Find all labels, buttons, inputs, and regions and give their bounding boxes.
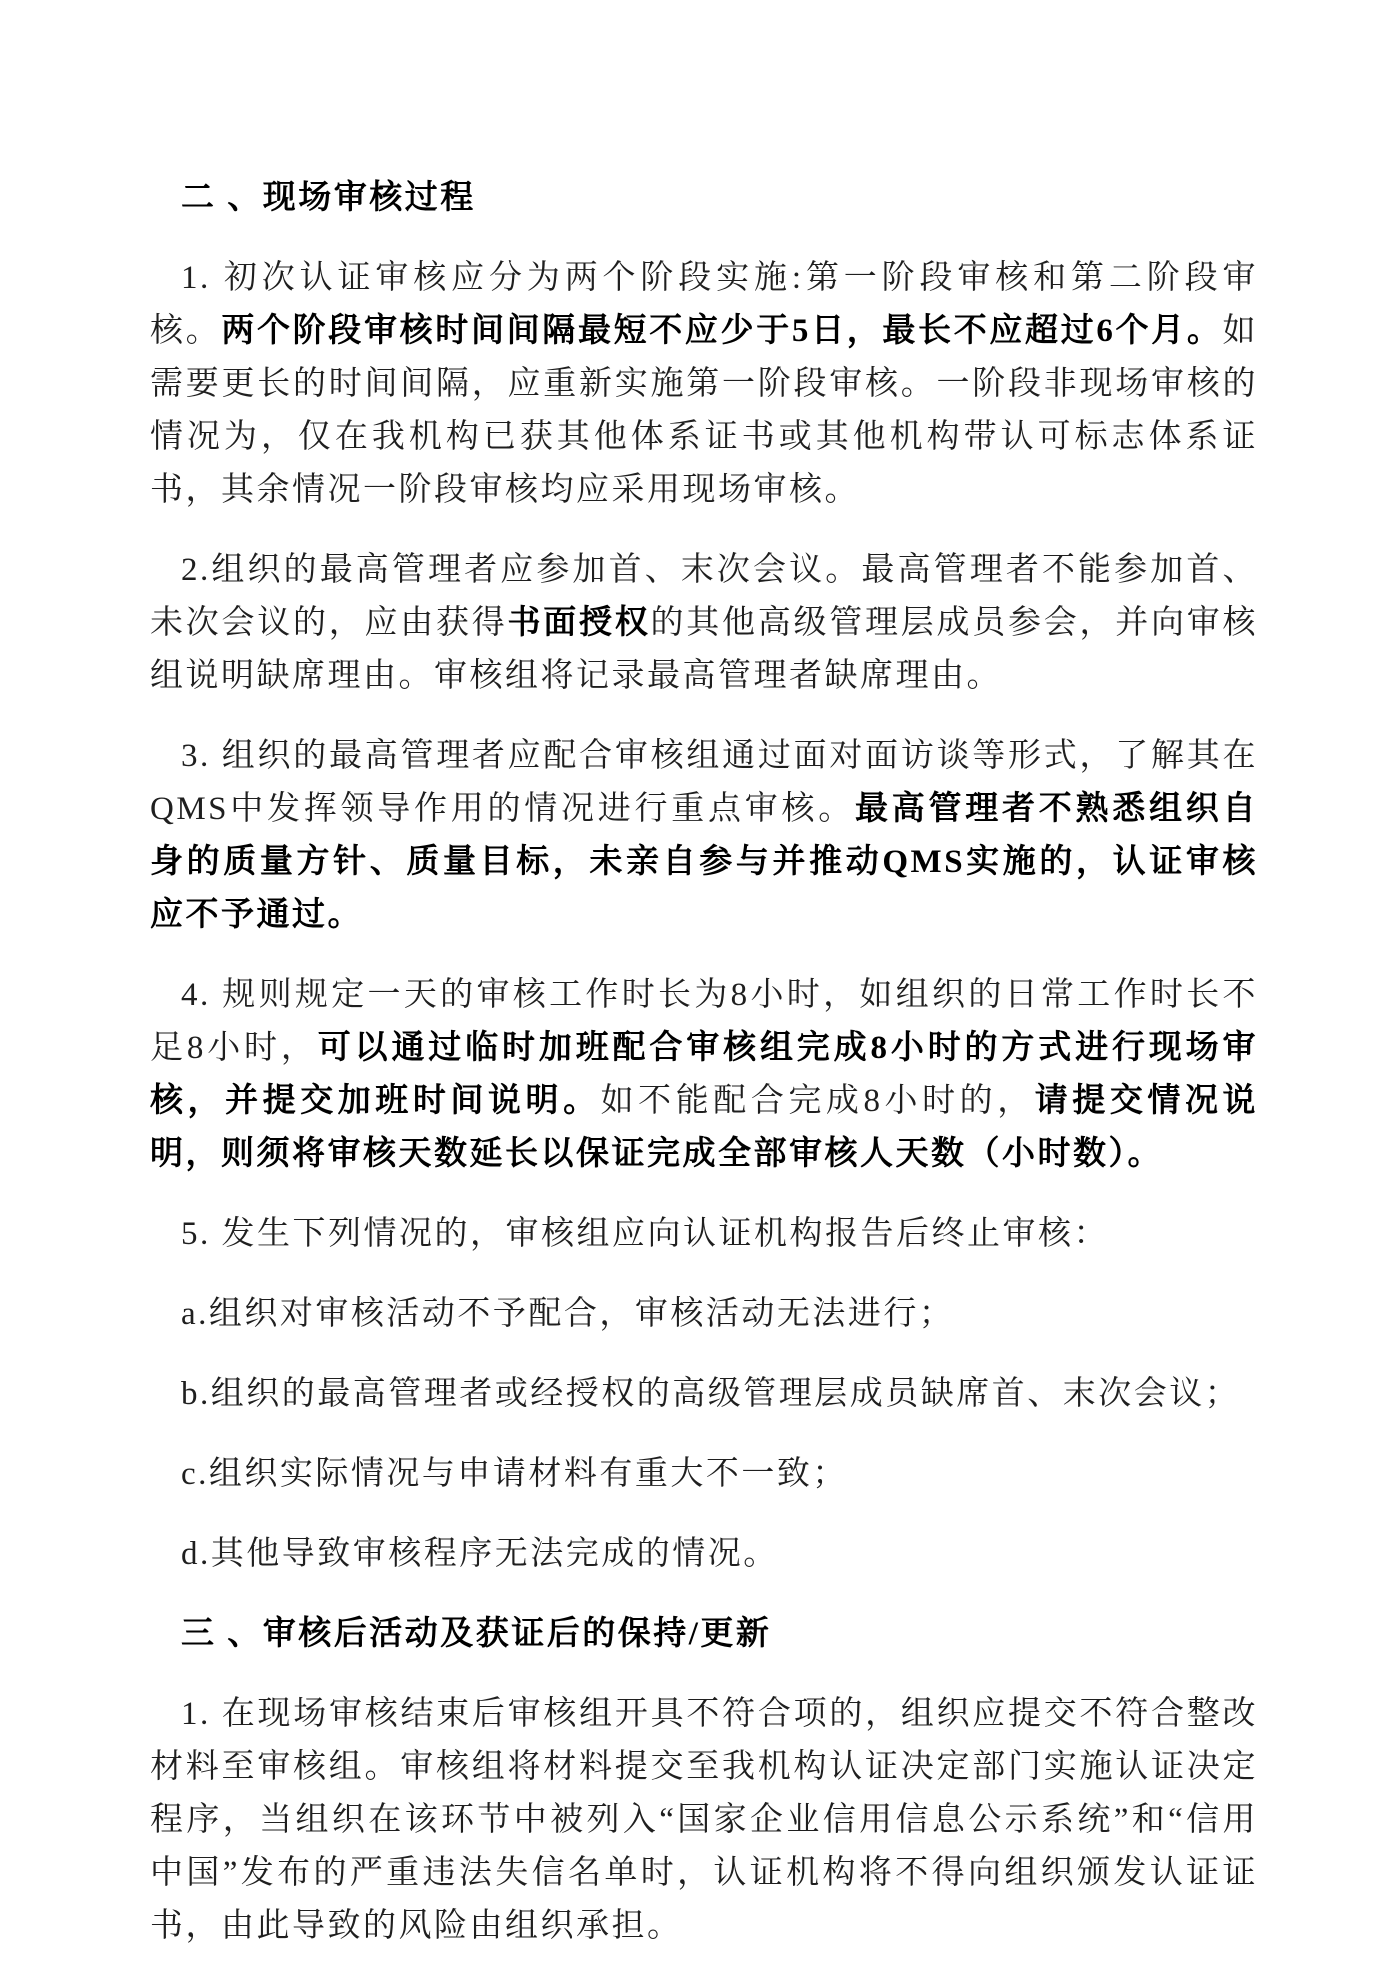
item-d	[150, 1528, 1258, 1581]
para-1	[150, 252, 1258, 517]
para-6	[150, 1688, 1258, 1953]
para-2	[150, 544, 1258, 703]
text-run: 1. 在现场审核结束后审核组开具不符合项的，组织应提交不符合整改材料至审核组。审核组将材料提交至我机构认证决定部门实施认证决定程序，当组织在该环节中被列入“国家企业信用信息公示系统”和“信用中国”发布的严重违法失信名单时，认证机构将不得向组织颁发认证证书，由此导致的风险由组织承担。	[150, 1696, 1258, 1944]
text-run-bold: 最高管理者不熟悉组织自身的质量方针、质量目标，未亲自参与并推动QMS实施的，认证审核应不予通过。	[150, 791, 1259, 933]
para-3	[150, 730, 1258, 942]
text-run: 1. 初次认证审核应分为两个阶段实施:第一阶段审核和第二阶段审核。	[150, 260, 1258, 349]
text-run-bold: 可以通过临时加班配合审核组完成8小时的方式进行现场审核，并提交加班时间说明。	[150, 1030, 1259, 1119]
text-run: 3. 组织的最高管理者应配合审核组通过面对面访谈等形式，了解其在QMS中发挥领导作用的情况进行重点审核。	[150, 738, 1258, 827]
heading-text: 二 、现场审核过程	[181, 180, 476, 216]
text-run-bold: 两个阶段审核时间间隔最短不应少于5日，最长不应超过6个月。	[221, 313, 1223, 349]
text-run: d.其他导致审核程序无法完成的情况。	[181, 1536, 779, 1572]
para-5	[150, 1208, 1258, 1261]
text-run: 4. 规则规定一天的审核工作时长为8小时，如组织的日常工作时长不足8小时，	[150, 977, 1258, 1066]
item-c	[150, 1448, 1258, 1501]
text-run: 如不能配合完成8小时的，	[600, 1083, 1035, 1119]
para-4	[150, 969, 1258, 1181]
text-run: a.组织对审核活动不予配合，审核活动无法进行；	[181, 1296, 955, 1332]
heading-text: 三 、审核后活动及获证后的保持/更新	[181, 1616, 772, 1652]
text-run: 的其他高级管理层成员参会，并向审核组说明缺席理由。审核组将记录最高管理者缺席理由。	[150, 605, 1258, 694]
text-run: 5. 发生下列情况的，审核组应向认证机构报告后终止审核：	[181, 1216, 1109, 1252]
section-heading-2	[150, 172, 1258, 225]
text-run-bold: 书面授权	[507, 605, 651, 641]
text-run: 如需要更长的时间间隔，应重新实施第一阶段审核。一阶段非现场审核的情况为，仅在我机构已获其他体系证书或其他机构带认可标志体系证书，其余情况一阶段审核均应采用现场审核。	[150, 313, 1259, 508]
text-run-bold: 请提交情况说明，则须将审核天数延长以保证完成全部审核人天数（小时数）。	[150, 1083, 1259, 1172]
text-run: b.组织的最高管理者或经授权的高级管理层成员缺席首、末次会议；	[181, 1376, 1241, 1412]
item-a	[150, 1288, 1258, 1341]
text-run: c.组织实际情况与申请材料有重大不一致；	[181, 1456, 848, 1492]
item-b	[150, 1368, 1258, 1421]
section-heading-3	[150, 1608, 1258, 1661]
text-run: 2.组织的最高管理者应参加首、末次会议。最高管理者不能参加首、未次会议的，应由获得	[150, 552, 1258, 641]
